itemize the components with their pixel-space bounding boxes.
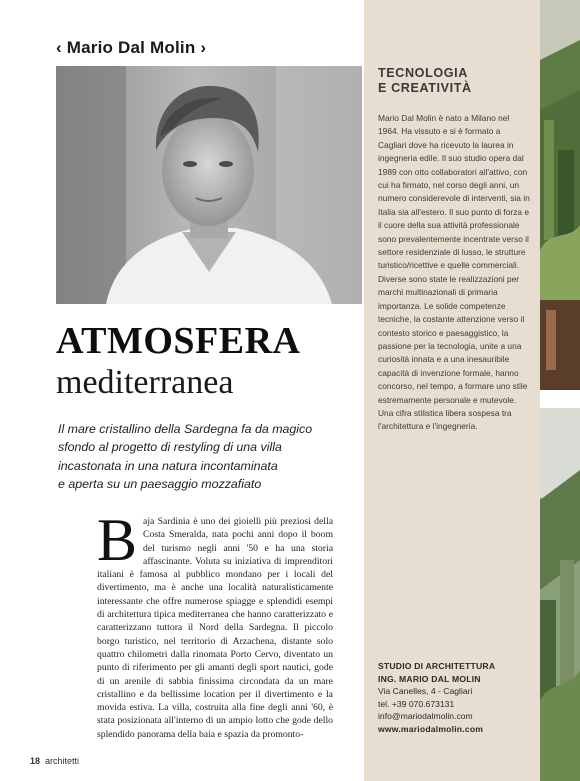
article-subtitle: mediterranea bbox=[56, 364, 234, 401]
article-body bbox=[97, 507, 333, 741]
portrait-photo bbox=[56, 66, 362, 304]
studio-name: STUDIO DI ARCHITETTURA bbox=[378, 661, 496, 671]
sidebar-body: Mario Dal Molin è nato a Milano nel 1964. Ha vissuto e si è formato a Cagliari dove ha ricevuto la laurea in ingegneria edile. Il suo studio opera dal 1989 con otto collaboratori all'attivo, con cui ha firmato, nel corso degli anni, un numero considerevole di interventi, sia in Italia sia all'estero. Il suo punto di forza e il cuore della sua attività professionale sono prevalentemente incentrate verso il settore residenziale di lusso, le strutture turistico/ricettive e quelle commerciali. Diverse sono state le realizzazioni per marchi multinazionali di primaria importanza. Le solide competenze tecniche, la costante attenzione verso il contesto storico e paesaggistico, la passione per la tecnologia, unite a una curiosità innata e a una inesauribile capacità di invenzione formale, hanno concorso, nel tempo, a formare uno stile estremamente personale e mutevole. Una cifra stilistica libera sospesa tra l'architettura e l'ingegneria. bbox=[378, 113, 530, 432]
lead-line: sfondo al progetto di restyling di una villa bbox=[58, 440, 282, 455]
magazine-name: architetti bbox=[45, 756, 80, 766]
lead-line: e aperta su un paesaggio mozzafiato bbox=[58, 477, 262, 492]
studio-phone: tel. +39 070.673131 bbox=[378, 698, 455, 709]
studio-contact bbox=[378, 660, 538, 736]
sidebar-title-line: E CREATIVITÀ bbox=[378, 81, 472, 95]
section-header: ‹ Mario Dal Molin › bbox=[56, 38, 207, 57]
lead-line: Il mare cristallino della Sardegna fa da magico bbox=[58, 422, 313, 436]
profile-sidebar bbox=[364, 0, 540, 781]
sidebar-title-line: TECNOLOGIA bbox=[378, 66, 468, 80]
studio-email: info@mariodalmolin.com bbox=[378, 711, 473, 722]
drop-cap: B bbox=[97, 507, 138, 573]
studio-person: ING. MARIO DAL MOLIN bbox=[378, 673, 481, 684]
villa-photo-strip bbox=[540, 0, 580, 781]
sidebar-title bbox=[378, 66, 472, 96]
lead-line: incastonata in una natura incontaminata bbox=[58, 458, 278, 473]
studio-website: www.mariodalmolin.com bbox=[378, 723, 484, 734]
article-lead bbox=[58, 420, 358, 494]
studio-address: Via Canelles, 4 - Cagliari bbox=[378, 686, 473, 697]
article-title: ATMOSFERA bbox=[56, 320, 301, 362]
page-footer bbox=[30, 756, 79, 766]
article-body-text: aja Sardinia è uno dei gioielli più preziosi della Costa Smeralda, nata pochi anni dopo il boom del turismo negli anni '50 e ha una storia affascinante. Voluta su iniziativa di imprenditori italiani è famosa al pubblico mondano per i locali del divertimento, ma è anche una località naturalisticamente interessante che offre numerose spiagge e splendidi esempi di architettura tipica mediterranea che hanno caratterizzato e caratterizzano tuttora il Nord della Sardegna. Il piccolo borgo turistico, nel territorio di Arzachena, distante solo quattro chilometri dalla rinomata Porto Cervo, diventato un punto di riferimento per gli amanti degli sport nautici, gode di un arenile di sabbia finissima circondata da un mare cristallino e da bellissime location per il divertimento e la movida estiva. La villa, costruita alla fine degli anni '60, è stata posizionata all'interno di un ampio lotto che gode dello splendido panorama della baia e spazia da promonto- bbox=[97, 516, 333, 740]
page-number: 18 bbox=[30, 756, 41, 766]
